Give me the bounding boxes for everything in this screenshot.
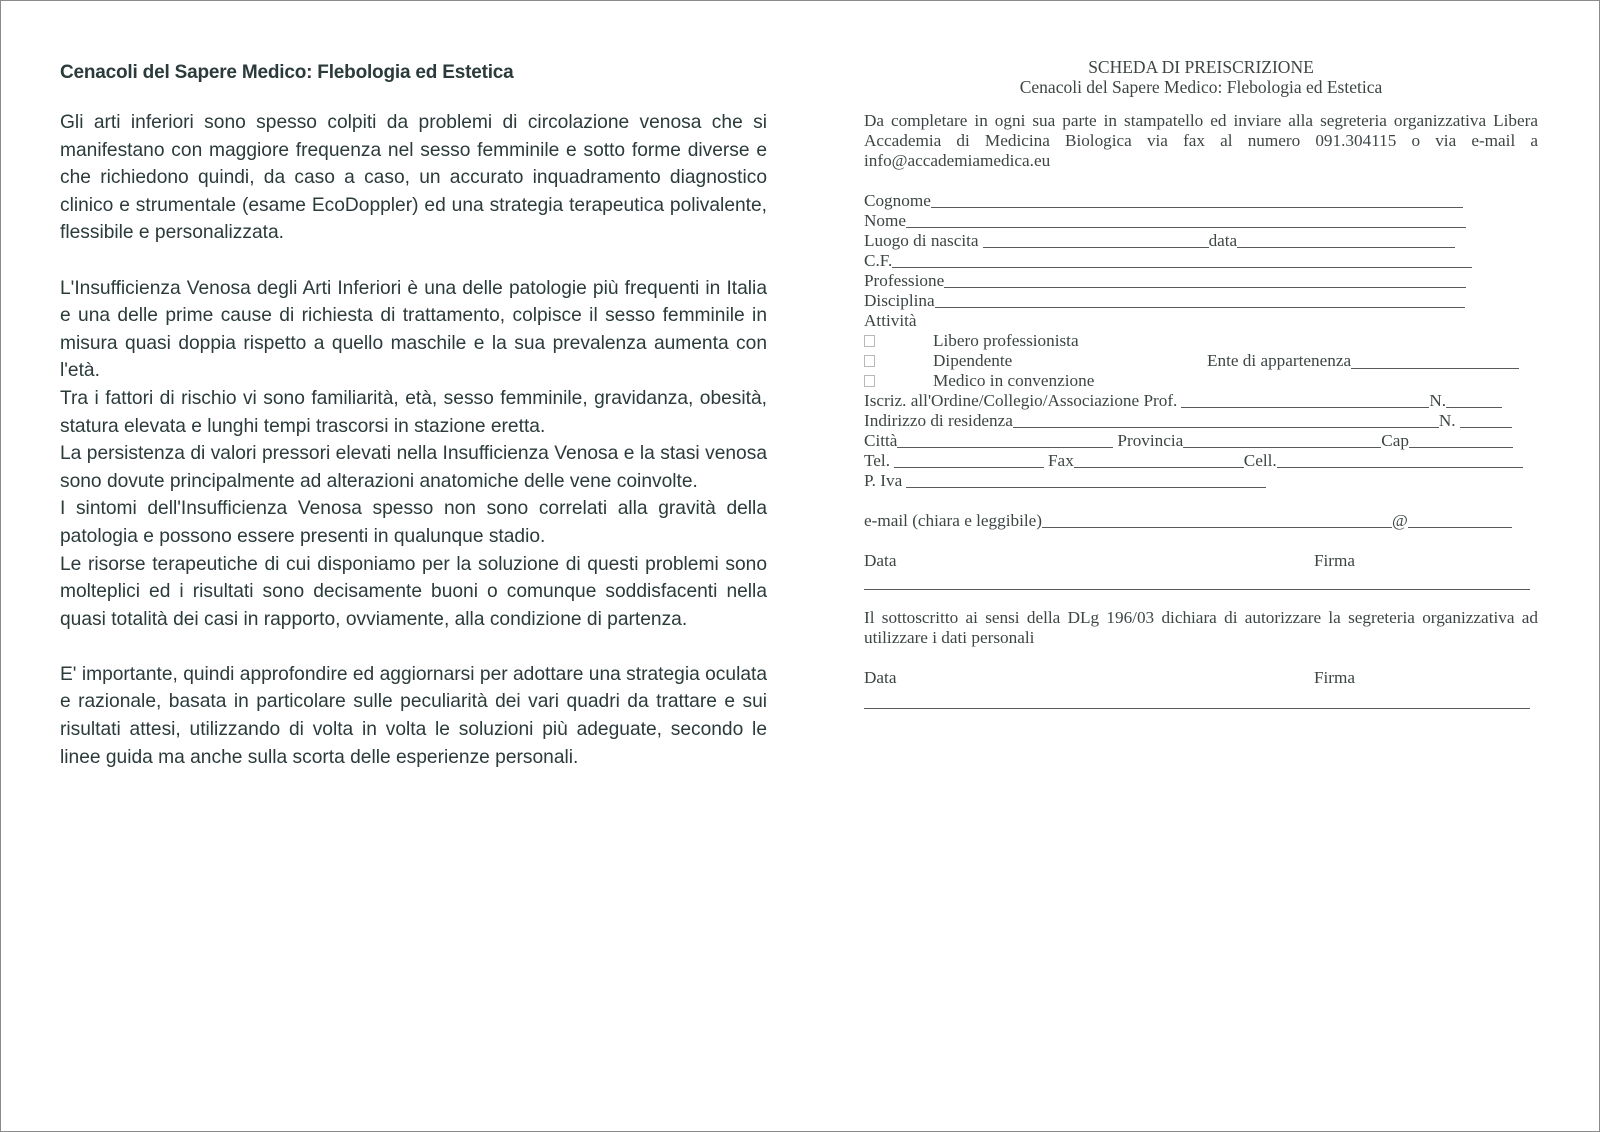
- field-professione: [864, 271, 1538, 291]
- input-professione[interactable]: [944, 272, 1466, 288]
- label-cap: Cap: [1381, 431, 1409, 450]
- form-instructions: Da completare in ogni sua parte in stampatello ed inviare alla segreteria organizzativa Libera Accademia di Medicina Biologica via fax al numero 091.304115 o via e-mail a info@accademiamedica.eu: [864, 111, 1538, 170]
- field-email: [864, 511, 1538, 531]
- form-subheading: Cenacoli del Sapere Medico: Flebologia ed Estetica: [1019, 77, 1383, 97]
- input-cell[interactable]: [1277, 452, 1523, 468]
- option-label: Libero professionista: [933, 331, 1079, 350]
- label-luogo-nascita: Luogo di nascita: [864, 231, 979, 250]
- signature-line-consent[interactable]: [864, 688, 1530, 709]
- signature-line[interactable]: [864, 571, 1530, 590]
- label-iscrizione: Iscriz. all'Ordine/Collegio/Associazione Prof.: [864, 391, 1178, 410]
- field-tel: [864, 451, 1538, 471]
- email-at-sign: @: [1392, 511, 1408, 530]
- field-iscrizione: [864, 391, 1538, 411]
- paragraph-fattori: Tra i fattori di rischio vi sono familiarità, età, sesso femminile, gravidanza, obesità, statura elevata e lunghi tempi trascorsi in stazione eretta.: [60, 387, 767, 437]
- paragraph-risorse: Le risorse terapeutiche di cui disponiamo per la soluzione di questi problemi sono molteplici ed i risultati sono decisamente buoni o comunque soddisfacenti nella quasi totalità dei casi in rapporto, ovviamente, alla condizione di partenza.: [60, 553, 767, 630]
- field-indirizzo: [864, 411, 1538, 431]
- field-cognome: [864, 191, 1538, 211]
- input-piva[interactable]: [906, 472, 1266, 488]
- signature-row-consent: [864, 668, 1530, 688]
- label-cell: Cell.: [1243, 451, 1277, 470]
- field-attivita: [864, 311, 1538, 331]
- input-email-user[interactable]: [1042, 512, 1392, 528]
- label-ente: Ente di appartenenza: [1207, 351, 1352, 370]
- label-data-nascita: data: [1208, 231, 1238, 250]
- input-data-nascita[interactable]: [1237, 232, 1455, 248]
- article-title: Cenacoli del Sapere Medico: Flebologia ed Estetica: [60, 62, 514, 83]
- label-email: e-mail (chiara e leggibile): [864, 511, 1042, 530]
- field-piva: [864, 471, 1538, 491]
- signature-row: [864, 551, 1530, 571]
- input-citta[interactable]: [897, 432, 1113, 448]
- option-dipendente[interactable]: [864, 351, 1538, 371]
- input-iscrizione[interactable]: [1181, 392, 1429, 408]
- paragraph-sintomi: I sintomi dell'Insufficienza Venosa spesso non sono correlati alla gravità della patologia e possono essere presenti in qualunque stadio.: [60, 498, 767, 547]
- input-indirizzo[interactable]: [1013, 412, 1439, 428]
- paragraph-insufficienza: L'Insufficienza Venosa degli Arti Inferiori è una delle patologie più frequenti in Italia e una delle prime cause di richiesta di trattamento, colpisce il sesso femminile in misura quasi doppia rispetto a quello maschile e la sua prevalenza aumenta con l'età.: [60, 277, 767, 382]
- field-citta: [864, 431, 1538, 451]
- label-cf: C.F.: [864, 251, 893, 270]
- input-cognome[interactable]: [931, 192, 1463, 208]
- input-fax[interactable]: [1074, 452, 1244, 468]
- label-indirizzo: Indirizzo di residenza: [864, 411, 1013, 430]
- label-citta: Città: [864, 431, 898, 450]
- input-provincia[interactable]: [1183, 432, 1381, 448]
- input-luogo-nascita[interactable]: [983, 232, 1209, 248]
- option-libero-professionista[interactable]: [864, 331, 1538, 351]
- field-nome: [864, 211, 1538, 231]
- label-disciplina: Disciplina: [864, 291, 935, 310]
- label-data: Data: [864, 551, 897, 570]
- label-attivita: Attività: [864, 311, 917, 330]
- input-civico[interactable]: [1460, 412, 1512, 428]
- left-column: [60, 62, 767, 771]
- field-luogo-nascita: [864, 231, 1538, 251]
- preregistration-form: [864, 57, 1538, 709]
- form-heading: SCHEDA DI PREISCRIZIONE: [1088, 57, 1314, 77]
- option-label: Dipendente: [933, 351, 1013, 370]
- input-tel[interactable]: [894, 452, 1044, 468]
- paragraph-importante: E' importante, quindi approfondire ed aggiornarsi per adottare una strategia oculata e razionale, basata in particolare sulle peculiarità dei vari quadri da trattare e sui risultati attesi, utilizzando di volta in volta le soluzioni più adeguate, secondo le linee guida ma anche sulla scorta delle esperienze personali.: [60, 663, 767, 768]
- option-label: Medico in convenzione: [933, 371, 1095, 390]
- checkbox-medico-convenzione[interactable]: [864, 375, 875, 387]
- label-piva: P. Iva: [864, 471, 903, 490]
- label-nome: Nome: [864, 211, 907, 230]
- label-civico: N.: [1438, 411, 1456, 430]
- field-disciplina: [864, 291, 1538, 311]
- label-tel: Tel.: [864, 451, 890, 470]
- label-data-consent: Data: [864, 668, 897, 687]
- checkbox-libero-professionista[interactable]: [864, 335, 875, 347]
- label-firma: Firma: [1313, 551, 1355, 570]
- checkbox-dipendente[interactable]: [864, 355, 875, 367]
- privacy-consent: Il sottoscritto ai sensi della DLg 196/03 dichiara di autorizzare la segreteria organizzativa ad utilizzare i dati personali: [864, 608, 1538, 647]
- label-provincia: Provincia: [1117, 431, 1184, 450]
- label-professione: Professione: [864, 271, 945, 290]
- input-ente[interactable]: [1351, 353, 1519, 369]
- input-iscrizione-numero[interactable]: [1446, 392, 1502, 408]
- input-nome[interactable]: [906, 212, 1466, 228]
- input-email-domain[interactable]: [1408, 512, 1512, 528]
- label-firma-consent: Firma: [1313, 668, 1355, 687]
- input-cap[interactable]: [1409, 432, 1513, 448]
- field-cf: [864, 251, 1538, 271]
- label-fax: Fax: [1048, 451, 1074, 470]
- input-disciplina[interactable]: [935, 292, 1465, 308]
- label-iscrizione-numero: N.: [1429, 391, 1447, 410]
- label-cognome: Cognome: [864, 191, 931, 210]
- option-medico-convenzione[interactable]: [864, 371, 1538, 391]
- paragraph-persistenza: La persistenza di valori pressori elevati nella Insufficienza Venosa e la stasi venosa sono dovute principalmente ad alterazioni anatomiche delle vene coinvolte.: [60, 443, 767, 492]
- paragraph-intro: Gli arti inferiori sono spesso colpiti da problemi di circolazione venosa che si manifestano con maggiore frequenza nel sesso femminile e sotto forme diverse e che richiedono quindi, da caso a caso, un accurato inquadramento diagnostico clinico e strumentale (esame EcoDoppler) ed una strategia terapeutica polivalente, flessibile e personalizzata.: [60, 112, 767, 244]
- input-cf[interactable]: [892, 252, 1472, 268]
